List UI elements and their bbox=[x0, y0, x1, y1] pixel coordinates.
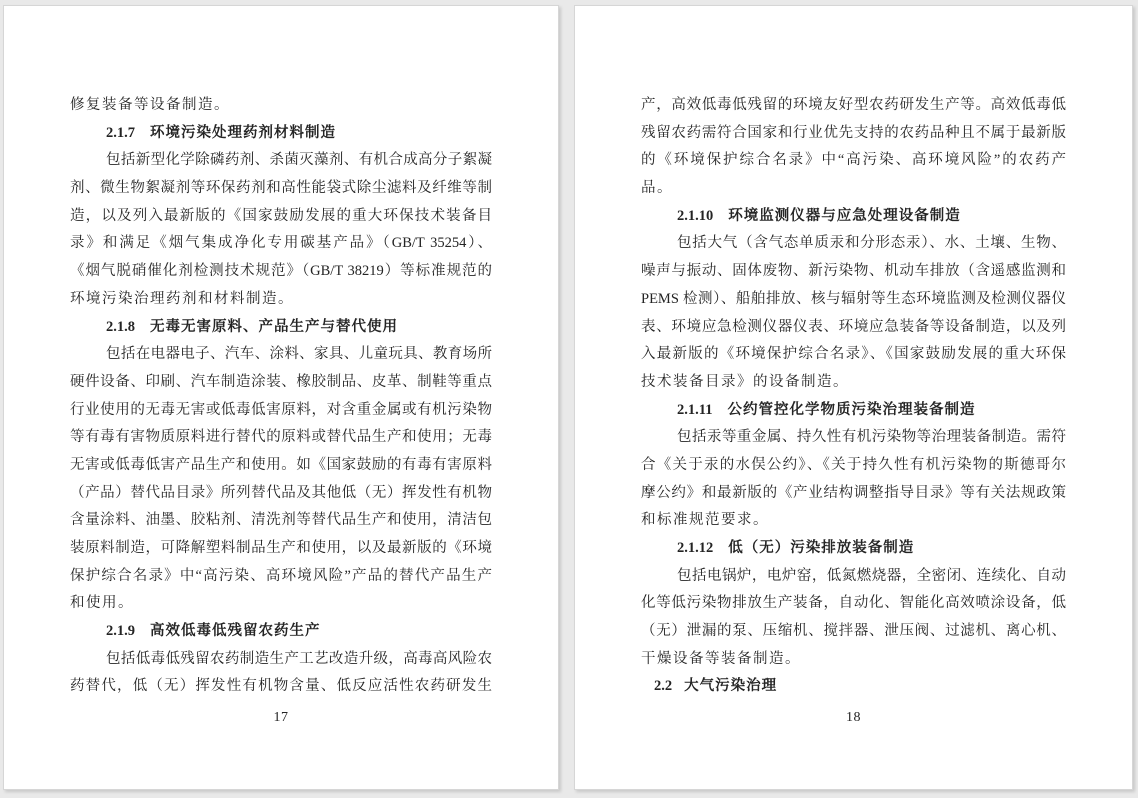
text-line: 和标准规范要求。 bbox=[641, 512, 769, 529]
section-number: 2.1.11 bbox=[677, 401, 713, 418]
text-line: 的《环境保护综合名录》中“高污染、高环境风险”的农药产 bbox=[641, 152, 1066, 169]
text-line: 摩公约》和最新版的《产业结构调整指导目录》等有关法规政策 bbox=[641, 484, 1066, 501]
text-line: 化等低污染物排放生产装备，自动化、智能化高效喷涂设备，低 bbox=[641, 595, 1066, 612]
text-line: 造，以及列入最新版的《国家鼓励发展的重大环保技术装备目 bbox=[70, 207, 492, 224]
text-line: （产品）替代品目录》所列替代品及其他低（无）挥发性有机物 bbox=[70, 484, 492, 501]
section-heading bbox=[641, 203, 1066, 231]
text-line: 包括在电器电子、汽车、涂料、家具、儿童玩具、教育场所 bbox=[106, 346, 492, 363]
section-number: 2.1.10 bbox=[677, 207, 714, 224]
text-line: 录》和满足《烟气集成净化专用碳基产品》（GB/T 35254）、 bbox=[70, 235, 492, 252]
text-line: 包括汞等重金属、持久性有机污染物等治理装备制造。需符 bbox=[677, 429, 1066, 446]
section-heading bbox=[70, 618, 492, 646]
page-lines bbox=[641, 92, 1066, 701]
text-line: 装原料制造，可降解塑料制品生产和使用，以及最新版的《环境 bbox=[70, 540, 492, 556]
text-line: 行业使用的无毒无害或低毒低害原料，对含重金属或有机污染物 bbox=[70, 401, 492, 418]
section-title: 大气污染治理 bbox=[684, 678, 778, 695]
text-line: 合《关于汞的水俣公约》、《关于持久性有机污染物的斯德哥尔 bbox=[641, 456, 1066, 473]
text-line: 包括新型化学除磷药剂、杀菌灭藻剂、有机合成高分子絮凝 bbox=[106, 152, 492, 169]
text-line: 干燥设备等装备制造。 bbox=[641, 650, 801, 667]
text-line: 保护综合名录》中“高污染、高环境风险”产品的替代产品生产 bbox=[70, 567, 492, 584]
text-line: 产，高效低毒低残留的环境友好型农药研发生产等。高效低毒低 bbox=[641, 97, 1066, 113]
text-line: 含量涂料、油墨、胶粘剂、清洗剂等替代品生产和使用，清洁包 bbox=[70, 512, 492, 529]
text-line: 残留农药需符合国家和行业优先支持的农药品种且不属于最新版 bbox=[641, 124, 1066, 141]
section-number: 2.1.7 bbox=[106, 124, 135, 141]
text-line: 技术装备目录》的设备制造。 bbox=[641, 373, 849, 390]
page-lines bbox=[70, 92, 492, 701]
text-line: 硬件设备、印刷、汽车制造涂装、橡胶制品、皮革、制鞋等重点 bbox=[70, 373, 492, 390]
text-line: 噪声与振动、固体废物、新污染物、机动车排放（含遥感监测和 bbox=[641, 263, 1066, 280]
text-line: 剂、微生物絮凝剂等环保药剂和高性能袋式除尘滤料及纤维等制 bbox=[70, 180, 492, 197]
page-number: 18 bbox=[846, 710, 861, 726]
text-line: 等有毒有害物质原料进行替代的原料或替代品生产和使用；无毒 bbox=[70, 429, 492, 446]
section-heading bbox=[70, 314, 492, 342]
text-line: 表、环境应急检测仪器仪表、环境应急装备等设备制造，以及列 bbox=[641, 318, 1066, 335]
page-number: 17 bbox=[273, 710, 289, 726]
section-number: 2.1.12 bbox=[677, 540, 714, 556]
section-title: 公约管控化学物质污染治理装备制造 bbox=[727, 401, 976, 418]
text-line: 《烟气脱硝催化剂检测技术规范》（GB/T 38219）等标准规范的 bbox=[70, 263, 492, 280]
text-line: 包括电锅炉，电炉窑，低氮燃烧器，全密闭、连续化、自动 bbox=[677, 567, 1066, 584]
section-title: 高效低毒低残留农药生产 bbox=[150, 623, 321, 640]
text-line: 环境污染治理药剂和材料制造。 bbox=[70, 290, 294, 307]
section-heading bbox=[641, 535, 1066, 563]
text-line: 包括低毒低残留农药制造生产工艺改造升级，高毒高风险农 bbox=[106, 650, 492, 667]
text-line: 品。 bbox=[641, 180, 673, 197]
text-line: 无害或低毒低害产品生产和使用。如《国家鼓励的有毒有害原料 bbox=[70, 456, 492, 473]
text-line: 包括大气（含气态单质汞和分形态汞）、水、土壤、生物、 bbox=[677, 235, 1066, 252]
document-page-left bbox=[3, 5, 559, 790]
section-title: 环境监测仪器与应急处理设备制造 bbox=[728, 207, 961, 224]
text-line: （无）泄漏的泵、压缩机、搅拌器、泄压阀、过滤机、离心机、 bbox=[641, 623, 1066, 640]
text-line: 修复装备等设备制造。 bbox=[70, 97, 230, 113]
section-title: 无毒无害原料、产品生产与替代使用 bbox=[150, 318, 398, 335]
section-heading bbox=[641, 397, 1066, 425]
section-number: 2.1.9 bbox=[106, 623, 135, 640]
text-line: 入最新版的《环境保护综合名录》、《国家鼓励发展的重大环保 bbox=[641, 346, 1066, 363]
section-heading bbox=[70, 120, 492, 148]
document-page-right bbox=[574, 5, 1133, 790]
section-number: 2.2 bbox=[654, 678, 673, 695]
text-line: 和使用。 bbox=[70, 595, 134, 612]
text-line: PEMS 检测）、船舶排放、核与辐射等生态环境监测及检测仪器仪 bbox=[641, 290, 1066, 307]
section-title: 环境污染处理药剂材料制造 bbox=[150, 124, 336, 141]
text-line: 药替代，低（无）挥发性有机物含量、低反应活性农药研发生 bbox=[70, 678, 492, 695]
section-heading bbox=[641, 673, 1066, 701]
section-number: 2.1.8 bbox=[106, 318, 135, 335]
section-title: 低（无）污染排放装备制造 bbox=[728, 540, 915, 556]
